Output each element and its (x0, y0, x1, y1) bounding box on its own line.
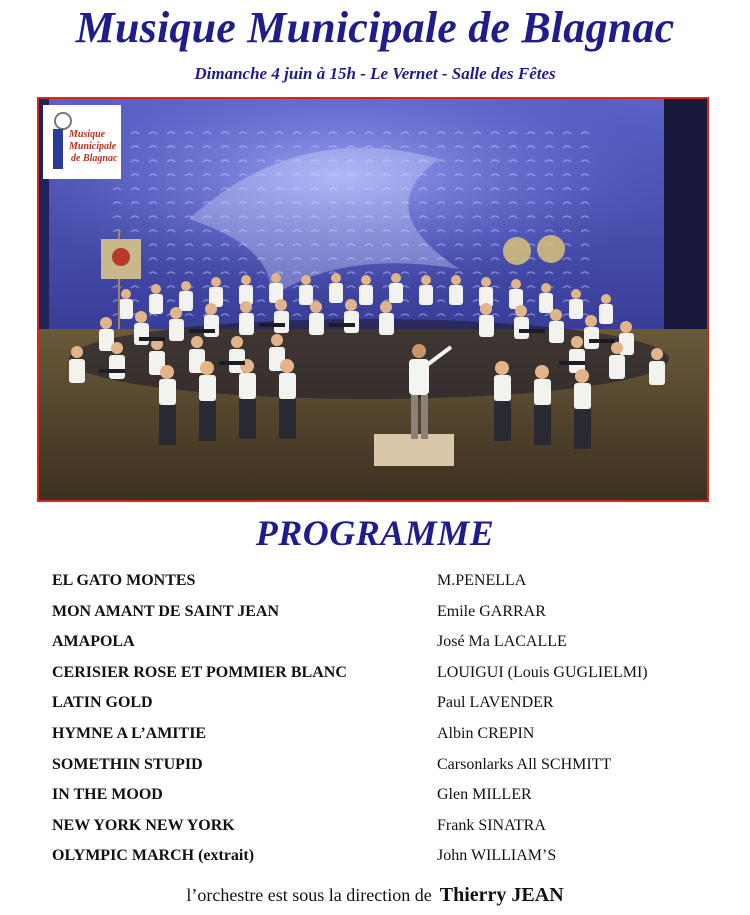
concert-photo (37, 97, 709, 502)
programme-item (52, 629, 712, 660)
event-details: Dimanche 4 juin à 15h - Le Vernet - Salle des Fêtes (194, 64, 556, 83)
piece-composer: John WILLIAM’S (437, 847, 557, 865)
programme-item (52, 568, 712, 599)
piece-composer: Frank SINATRA (437, 816, 546, 834)
programme-item (52, 690, 712, 721)
piece-title: LATIN GOLD (52, 694, 153, 712)
programme-item (52, 813, 712, 844)
conductor-credit (0, 884, 750, 907)
programme-item (52, 782, 712, 813)
conductor-credit-text: l’orchestre est sous la direction de (186, 885, 432, 905)
piece-title: CERISIER ROSE ET POMMIER BLANC (52, 663, 347, 681)
piece-title: SOMETHIN STUPID (52, 755, 203, 773)
piece-composer: Albin CREPIN (437, 724, 535, 742)
programme-heading: PROGRAMME (255, 513, 495, 553)
piece-title: IN THE MOOD (52, 786, 163, 804)
programme-item (52, 752, 712, 783)
piece-title: AMAPOLA (52, 633, 135, 651)
conductor-name: Thierry JEAN (439, 884, 564, 906)
logo (43, 105, 121, 179)
programme-item (52, 599, 712, 630)
orchestra-stage-illustration (39, 99, 707, 500)
programme-item (52, 843, 712, 874)
piece-title: MON AMANT DE SAINT JEAN (52, 602, 279, 620)
piece-composer: LOUIGUI (Louis GUGLIELMI) (437, 663, 648, 681)
piece-composer: Carsonlarks All SCHMITT (437, 755, 612, 773)
programme-item (52, 721, 712, 752)
piece-composer: Paul LAVENDER (437, 694, 554, 712)
piece-title: EL GATO MONTES (52, 572, 196, 589)
programme-item (52, 660, 712, 691)
logo-text-line-1: Musique (69, 129, 106, 140)
logo-text-line-2: Municipale (69, 141, 117, 152)
logo-text-line-3: de Blagnac (71, 153, 118, 164)
piece-composer: Emile GARRAR (437, 602, 546, 620)
piece-composer: José Ma LACALLE (437, 633, 567, 651)
piece-title: OLYMPIC MARCH (extrait) (52, 847, 255, 865)
piece-title: NEW YORK NEW YORK (52, 816, 235, 834)
page-title: Musique Municipale de Blagnac (75, 3, 675, 52)
piece-title: HYMNE A L’AMITIE (52, 724, 207, 742)
programme-list (52, 568, 712, 874)
piece-composer: Glen MILLER (437, 786, 532, 804)
piece-composer: M.PENELLA (437, 572, 527, 589)
